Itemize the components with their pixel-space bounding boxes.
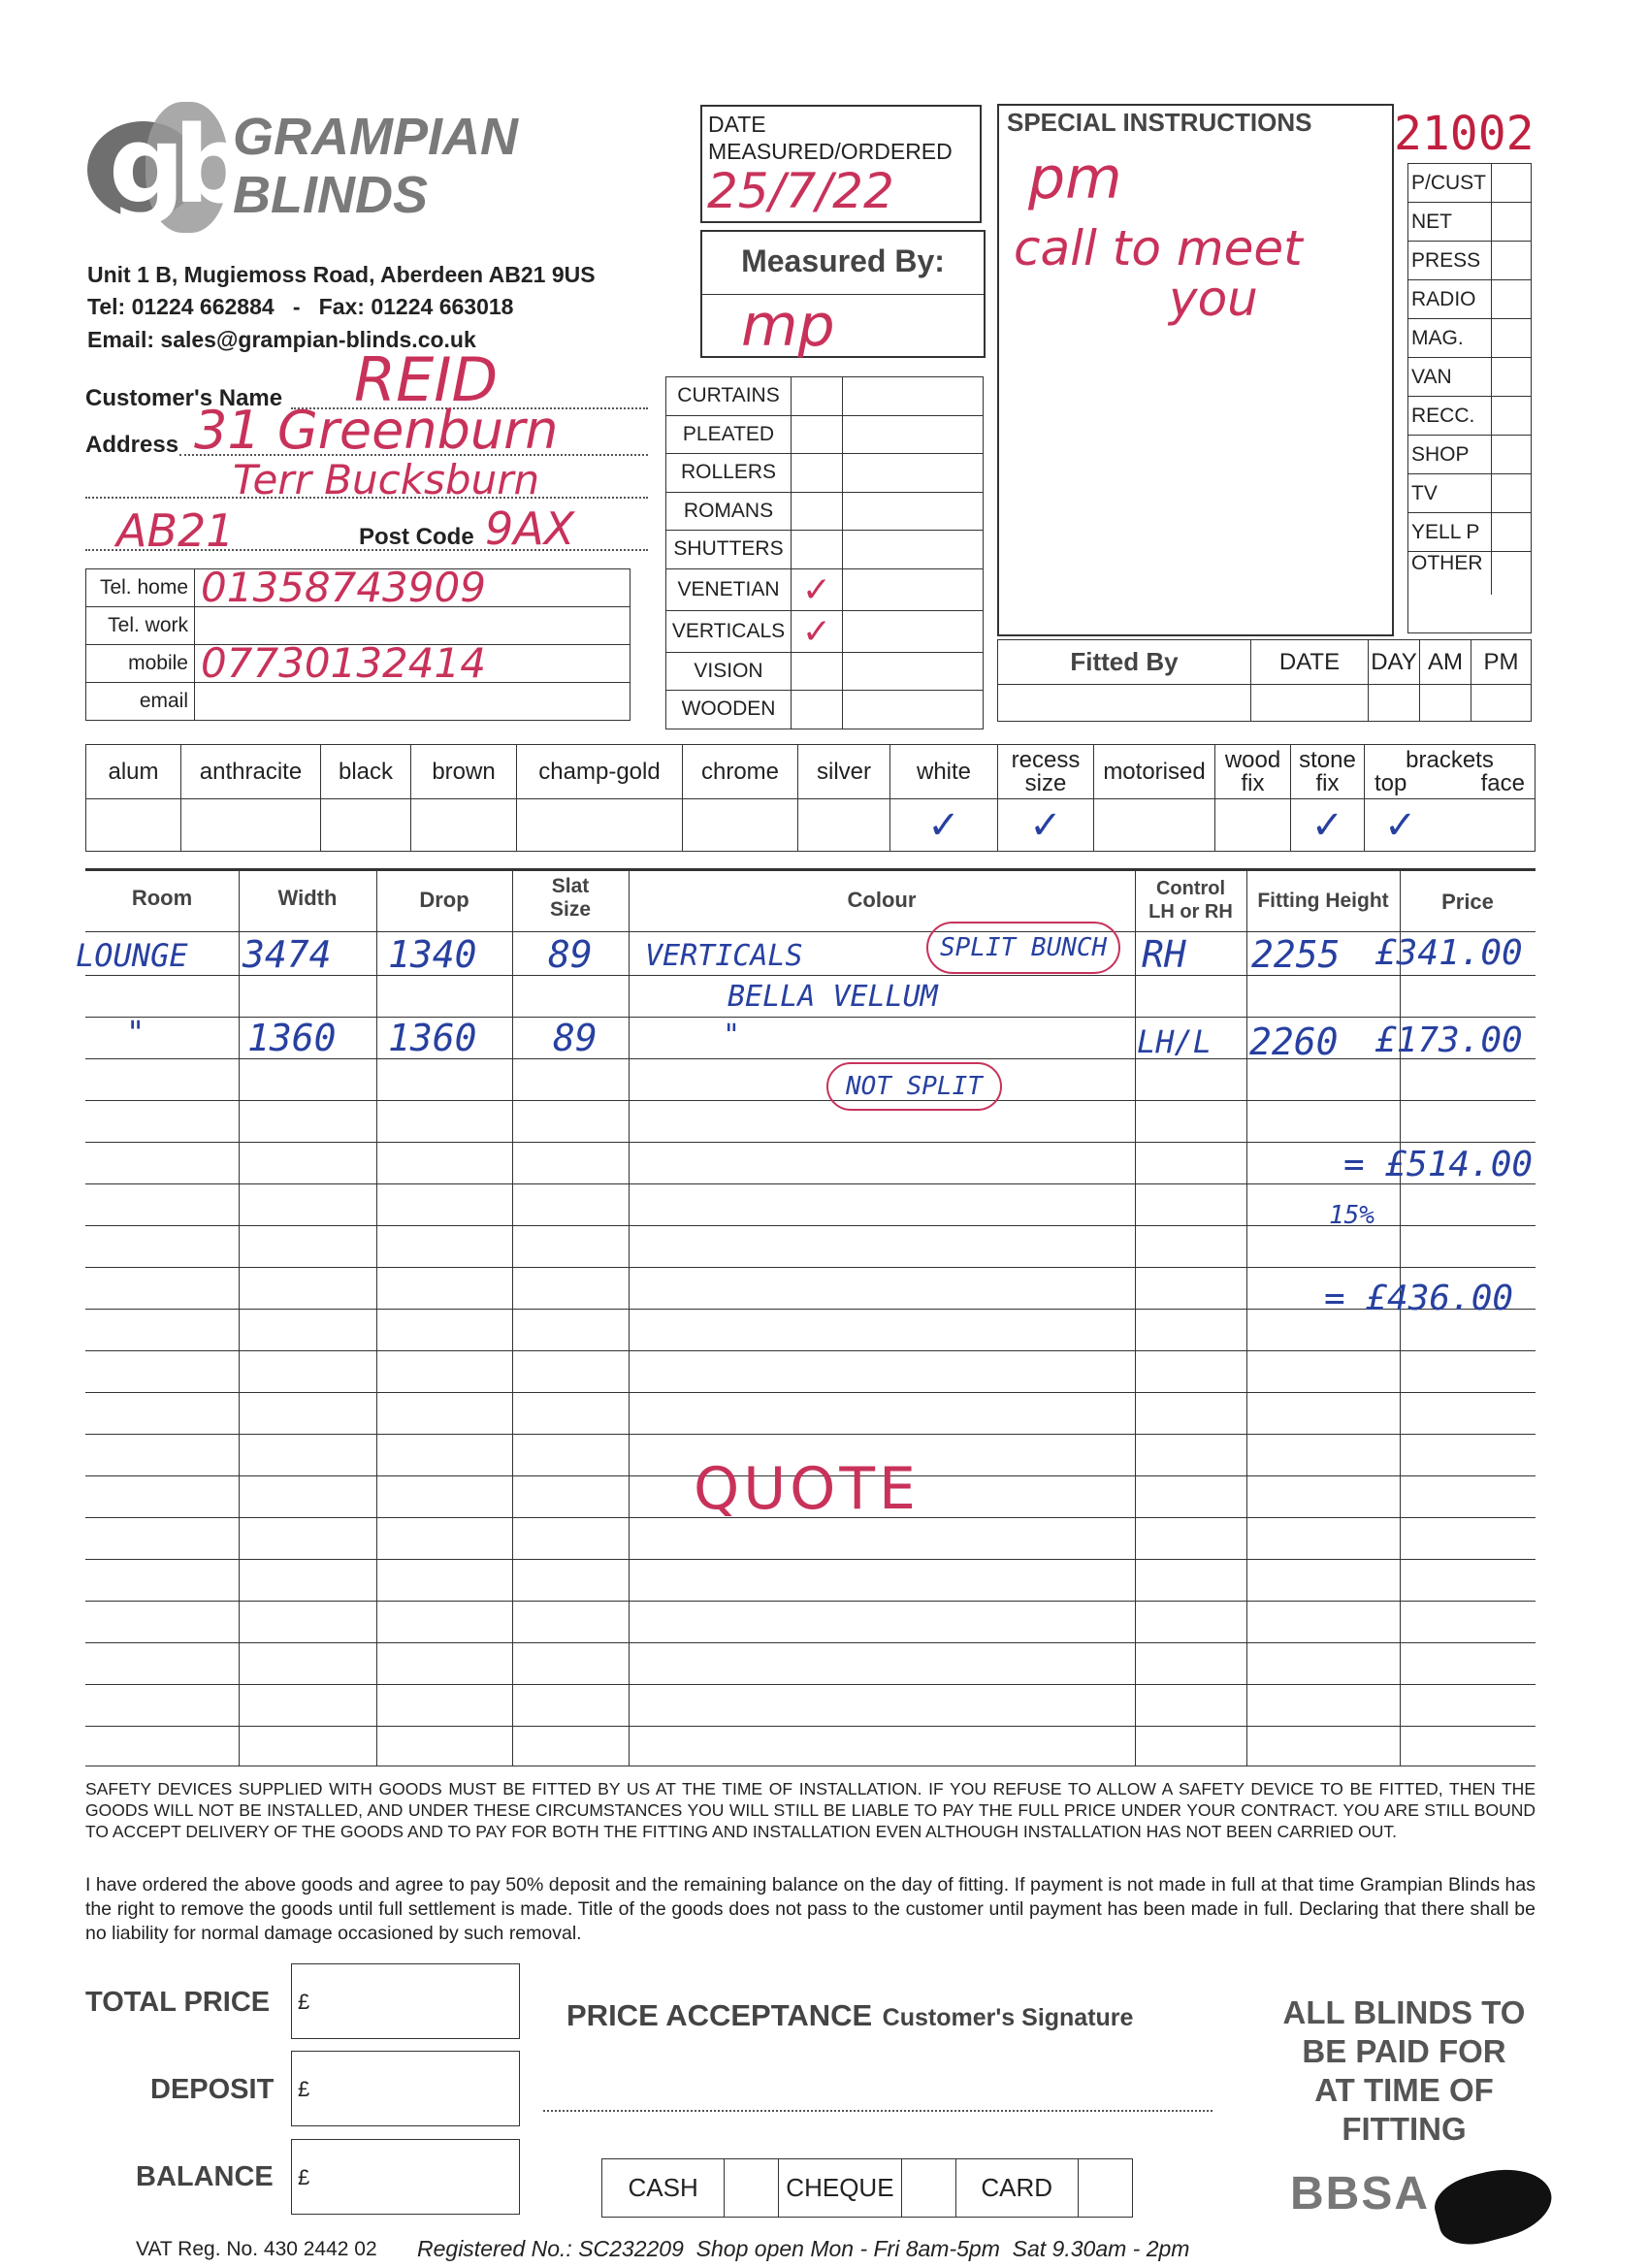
fitted-date-label: DATE — [1251, 640, 1369, 685]
opt-silver: silver — [798, 745, 890, 799]
table-row-line — [85, 1183, 1536, 1184]
measured-by-label: Measured By: — [702, 232, 984, 295]
blind-type-label: VERTICALS — [666, 610, 792, 652]
blind-type-row — [666, 454, 984, 493]
th-width: Width — [277, 886, 338, 910]
row2-width: 1360 — [247, 1017, 337, 1059]
row1-control: RH — [1142, 933, 1186, 976]
opt-motorised: motorised — [1094, 745, 1215, 799]
source-checkbox[interactable] — [1492, 436, 1532, 474]
table-row-line — [85, 1267, 1536, 1268]
blind-type-checkbox[interactable]: ✓ — [792, 568, 843, 610]
row2-price: £173.00 — [1375, 1021, 1523, 1060]
tel-home-label: Tel. home — [86, 569, 195, 607]
phone-table — [85, 564, 630, 721]
blind-type-qty[interactable] — [843, 531, 984, 569]
source-checkbox[interactable] — [1492, 358, 1532, 397]
opt-white-check[interactable]: ✓ — [890, 799, 998, 852]
blind-type-qty[interactable] — [843, 454, 984, 493]
table-row-line — [85, 1225, 1536, 1226]
payment-cheque-label: CHEQUE — [779, 2159, 901, 2218]
fitted-day-value[interactable] — [1369, 685, 1420, 722]
table-row-line — [85, 1642, 1536, 1643]
payment-methods — [601, 2158, 1133, 2218]
split-bunch-note: SPLIT BUNCH — [926, 922, 1120, 974]
blind-type-table — [665, 376, 984, 729]
bbsa-logo-text: BBSA — [1290, 2168, 1431, 2219]
opt-stone-fix: stone fix — [1291, 745, 1365, 799]
balance-label: BALANCE — [136, 2161, 274, 2192]
opt-alum: alum — [86, 745, 181, 799]
opt-black: black — [321, 745, 411, 799]
opt-wood-check[interactable] — [1215, 799, 1291, 852]
order-number: 21002 — [1394, 107, 1535, 161]
blind-type-qty[interactable] — [843, 691, 984, 729]
opt-brackets-top-check[interactable]: ✓ — [1365, 799, 1536, 852]
th-drop: Drop — [419, 888, 469, 912]
blind-type-qty[interactable] — [843, 415, 984, 454]
blind-type-label: ROMANS — [666, 492, 792, 531]
notice-line3: AT TIME OF — [1314, 2072, 1494, 2108]
source-row — [1408, 513, 1532, 552]
footer-info: Registered No.: SC232209 Shop open Mon - Fri 8am-5pm Sat 9.30am - 2pm — [417, 2236, 1190, 2261]
th-colour: Colour — [847, 888, 917, 912]
terms-payment: I have ordered the above goods and agree to pay 50% deposit and the remaining balance on the day of fitting. If payment is not made in full at that time Grampian Blinds has the right to remove the goods until full settlement is made. Title of the goods does not pass to the customer until payment has been made in full. Declaring that there shall be no liability for normal damage occasioned by such removal. — [85, 1874, 1536, 1944]
blind-type-qty[interactable] — [843, 610, 984, 652]
blind-type-qty[interactable] — [843, 492, 984, 531]
source-label: RECC. — [1408, 397, 1492, 436]
postcode-value: 9AX — [485, 502, 575, 555]
address-value-3: AB21 — [116, 504, 235, 557]
signature-label: Customer's Signature — [882, 2004, 1134, 2031]
source-checkbox[interactable] — [1492, 397, 1532, 436]
table-row-line — [85, 931, 1536, 932]
row2-slat: 89 — [553, 1017, 598, 1059]
source-checkbox[interactable] — [1492, 242, 1532, 280]
row1-width: 3474 — [242, 933, 332, 976]
table-row-line — [85, 1726, 1536, 1727]
source-label: RADIO — [1408, 280, 1492, 319]
table-column-line — [239, 870, 240, 1766]
special-instructions-label: SPECIAL INSTRUCTIONS — [1007, 108, 1312, 137]
notice-line1: ALL BLINDS TO — [1282, 1994, 1526, 2030]
notice-line4: FITTING — [1342, 2111, 1467, 2147]
source-label: SHOP — [1408, 436, 1492, 474]
source-row — [1408, 552, 1532, 595]
source-label: MAG. — [1408, 319, 1492, 358]
email-value[interactable] — [195, 683, 630, 721]
source-checkbox[interactable] — [1492, 513, 1532, 552]
source-label: P/CUST — [1408, 164, 1492, 203]
opt-silver-check[interactable] — [798, 799, 890, 852]
fitted-pm-label: PM — [1471, 640, 1532, 685]
opt-brackets-label: brackets — [1406, 746, 1494, 773]
blind-type-label: ROLLERS — [666, 454, 792, 493]
address-value-2: Terr Bucksburn — [233, 456, 540, 503]
customer-name-label: Customer's Name — [85, 385, 283, 411]
th-slat: Slat Size — [549, 875, 592, 921]
payment-cash-label: CASH — [602, 2159, 725, 2218]
source-label: VAN — [1408, 358, 1492, 397]
postcode-label: Post Code — [359, 524, 474, 550]
blind-type-label: VISION — [666, 652, 792, 691]
row2-control: LH/L — [1137, 1023, 1212, 1060]
company-name-line2: BLINDS — [233, 166, 428, 224]
deposit-box[interactable] — [291, 2051, 520, 2126]
blind-type-row — [666, 531, 984, 569]
terms-safety: SAFETY DEVICES SUPPLIED WITH GOODS MUST BE FITTED BY US AT THE TIME OF INSTALLATION. IF YOU REFUSE TO ALLOW A SAFETY DEVICE TO BE FITTED, THEN THE GOODS WILL NOT BE INSTALLED, AND UNDER THESE CIRCUMSTANCES YOU WILL STILL BE LIABLE TO PAY THE FULL PRICE UNDER YOUR CONTRACT. YOU ARE STILL BOUND TO ACCEPT DELIVERY OF THE GOODS AND TO PAY FOR BOTH THE FITTING AND INSTALLATION EVEN ALTHOUGH INSTALLATION HAS NOT BEEN CARRIED OUT. — [85, 1779, 1536, 1841]
fitted-by-table — [997, 639, 1532, 722]
table-row-line — [85, 1100, 1536, 1101]
blind-type-checkbox[interactable] — [792, 691, 843, 729]
blind-type-qty[interactable] — [843, 568, 984, 610]
fitted-am-label: AM — [1420, 640, 1471, 685]
payment-card-label: CARD — [955, 2159, 1078, 2218]
balance-currency: £ — [298, 2165, 310, 2189]
source-checkbox[interactable] — [1492, 552, 1532, 595]
special-instructions-line1: pm — [1028, 145, 1122, 212]
subtotal-note: = £514.00 — [1343, 1145, 1534, 1184]
opt-white: white — [890, 745, 998, 799]
deposit-label: DEPOSIT — [150, 2074, 275, 2105]
blind-type-label: VENETIAN — [666, 568, 792, 610]
mobile-label: mobile — [86, 645, 195, 683]
blind-type-row — [666, 691, 984, 729]
fitted-pm-value[interactable] — [1471, 685, 1532, 722]
date-value: 25/7/22 — [707, 163, 894, 219]
row2-drop: 1360 — [388, 1017, 477, 1059]
source-row — [1408, 319, 1532, 358]
table-row-line — [85, 1559, 1536, 1560]
total-price-label: TOTAL PRICE — [85, 1987, 271, 2018]
price-acceptance-title: PRICE ACCEPTANCE — [566, 1998, 873, 2032]
fitted-date-value[interactable] — [1251, 685, 1369, 722]
blind-type-row — [666, 415, 984, 454]
source-row — [1408, 280, 1532, 319]
tel-work-label: Tel. work — [86, 607, 195, 645]
source-row — [1408, 397, 1532, 436]
source-label: NET — [1408, 203, 1492, 242]
payment-notice — [1251, 1993, 1557, 2149]
special-instructions-line3: you — [1169, 271, 1258, 327]
opt-brackets-face: face — [1480, 769, 1525, 796]
blind-type-label: WOODEN — [666, 691, 792, 729]
table-row-line — [85, 1309, 1536, 1310]
signature-line[interactable] — [543, 2110, 1212, 2112]
blind-type-checkbox[interactable] — [792, 531, 843, 569]
blind-type-row — [666, 610, 984, 652]
not-split-note: NOT SPLIT — [826, 1062, 1002, 1111]
source-checkbox[interactable] — [1492, 280, 1532, 319]
blind-type-checkbox[interactable] — [792, 454, 843, 493]
opt-alum-check[interactable] — [86, 799, 181, 852]
fitted-am-value[interactable] — [1420, 685, 1471, 722]
source-checklist — [1407, 163, 1532, 595]
blind-type-checkbox[interactable]: ✓ — [792, 610, 843, 652]
source-label: PRESS — [1408, 242, 1492, 280]
company-name-line1: GRAMPIAN — [233, 108, 518, 166]
tel-home-value[interactable]: 01358743909 — [195, 569, 630, 607]
discount-note: 15% — [1329, 1201, 1374, 1230]
opt-wood-fix: wood fix — [1215, 745, 1291, 799]
table-column-line — [512, 870, 513, 1766]
row2-fitting: 2260 — [1249, 1021, 1339, 1063]
row2-colour: " — [723, 1019, 741, 1053]
blind-type-qty[interactable] — [843, 652, 984, 691]
source-checkbox[interactable] — [1492, 319, 1532, 358]
source-label: OTHER — [1408, 552, 1492, 595]
blind-type-checkbox[interactable] — [792, 652, 843, 691]
special-instructions-box — [997, 104, 1394, 636]
row1-slat: 89 — [548, 933, 593, 976]
address-label: Address — [85, 432, 179, 458]
table-row-line — [85, 1601, 1536, 1602]
customer-name-value: REID — [354, 344, 499, 415]
table-row-line — [85, 1350, 1536, 1351]
row1-room: LOUNGE — [76, 937, 188, 974]
table-row-line — [85, 1434, 1536, 1435]
opt-chrome-check[interactable] — [683, 799, 798, 852]
bbsa-logo — [1290, 2168, 1581, 2239]
blind-type-row — [666, 568, 984, 610]
notice-line2: BE PAID FOR — [1302, 2033, 1506, 2069]
total-price-box[interactable] — [291, 1963, 520, 2039]
source-row — [1408, 474, 1532, 513]
fitted-by-value[interactable] — [998, 685, 1251, 722]
table-row-line — [85, 1392, 1536, 1393]
source-checkbox[interactable] — [1492, 203, 1532, 242]
source-row — [1408, 203, 1532, 242]
blind-type-checkbox[interactable] — [792, 492, 843, 531]
fitted-day-label: DAY — [1369, 640, 1420, 685]
fitted-by-label: Fitted By — [998, 640, 1251, 685]
row1-price: £341.00 — [1375, 933, 1523, 973]
options-table — [85, 744, 1536, 852]
blind-type-qty[interactable] — [843, 377, 984, 416]
mobile-value[interactable]: 07730132414 — [195, 645, 630, 683]
deposit-currency: £ — [298, 2077, 310, 2101]
opt-motorised-check[interactable] — [1094, 799, 1215, 852]
opt-brackets — [1365, 745, 1536, 799]
opt-stone-check[interactable]: ✓ — [1291, 799, 1365, 852]
footer-vat: VAT Reg. No. 430 2442 02 — [136, 2238, 377, 2260]
email-label: email — [86, 683, 195, 721]
source-label: TV — [1408, 474, 1492, 513]
th-control: Control LH or RH — [1148, 878, 1233, 923]
blind-type-row — [666, 652, 984, 691]
source-row — [1408, 242, 1532, 280]
total-price-currency: £ — [298, 1990, 310, 2014]
quote-note: QUOTE — [694, 1455, 920, 1523]
company-email: Email: sales@grampian-blinds.co.uk — [87, 327, 476, 352]
company-address: Unit 1 B, Mugiemoss Road, Aberdeen AB21 9US — [87, 262, 596, 287]
company-logo — [87, 102, 239, 233]
opt-champ-gold: champ-gold — [517, 745, 683, 799]
table-column-line — [1135, 870, 1136, 1766]
measured-by-box — [700, 230, 986, 358]
row2-room: " — [126, 1014, 146, 1051]
opt-anthracite-check[interactable] — [181, 799, 321, 852]
table-row-line — [85, 1142, 1536, 1143]
opt-chrome: chrome — [683, 745, 798, 799]
blind-type-row — [666, 492, 984, 531]
payment-card-checkbox[interactable] — [1078, 2159, 1132, 2218]
opt-recess-size: recess size — [998, 745, 1094, 799]
source-row — [1408, 164, 1532, 203]
blind-type-label: SHUTTERS — [666, 531, 792, 569]
table-column-line — [376, 870, 377, 1766]
row1-fitting: 2255 — [1251, 933, 1341, 976]
opt-brackets-top: top — [1374, 769, 1407, 796]
bella-vellum-note: BELLA VELLUM — [728, 980, 938, 1014]
blind-type-row — [666, 377, 984, 416]
row1-drop: 1340 — [388, 933, 477, 976]
blind-type-checkbox[interactable] — [792, 415, 843, 454]
opt-black-check[interactable] — [321, 799, 411, 852]
source-checkbox[interactable] — [1492, 164, 1532, 203]
price-acceptance — [566, 1998, 1133, 2033]
company-phone: Tel: 01224 662884 - Fax: 01224 663018 — [87, 294, 514, 319]
source-row — [1408, 358, 1532, 397]
logo-letters: gb — [109, 103, 239, 227]
opt-recess-check[interactable]: ✓ — [998, 799, 1094, 852]
payment-cash-checkbox[interactable] — [725, 2159, 779, 2218]
address-value-1: 31 Greenburn — [194, 400, 559, 461]
opt-anthracite: anthracite — [181, 745, 321, 799]
opt-brown: brown — [411, 745, 517, 799]
row1-colour: VERTICALS — [645, 939, 803, 973]
opt-brown-check[interactable] — [411, 799, 517, 852]
table-row-line — [85, 1684, 1536, 1685]
th-room: Room — [131, 886, 193, 910]
date-label: DATE MEASURED/ORDERED — [708, 112, 953, 164]
blind-type-label: CURTAINS — [666, 377, 792, 416]
table-column-line — [629, 870, 630, 1766]
date-box — [700, 105, 982, 223]
special-instructions-line2: call to meet — [1014, 220, 1303, 276]
source-checkbox[interactable] — [1492, 474, 1532, 513]
table-column-line — [1246, 870, 1247, 1766]
opt-champ-gold-check[interactable] — [517, 799, 683, 852]
blind-type-checkbox[interactable] — [792, 377, 843, 416]
payment-cheque-checkbox[interactable] — [901, 2159, 955, 2218]
source-label: YELL P — [1408, 513, 1492, 552]
th-fitting: Fitting Height — [1257, 890, 1389, 912]
measured-by-value: mp — [741, 292, 835, 360]
source-row — [1408, 436, 1532, 474]
th-price: Price — [1441, 890, 1494, 914]
blind-type-label: PLEATED — [666, 415, 792, 454]
balance-box[interactable] — [291, 2139, 520, 2215]
total-note: = £436.00 — [1324, 1279, 1514, 1318]
